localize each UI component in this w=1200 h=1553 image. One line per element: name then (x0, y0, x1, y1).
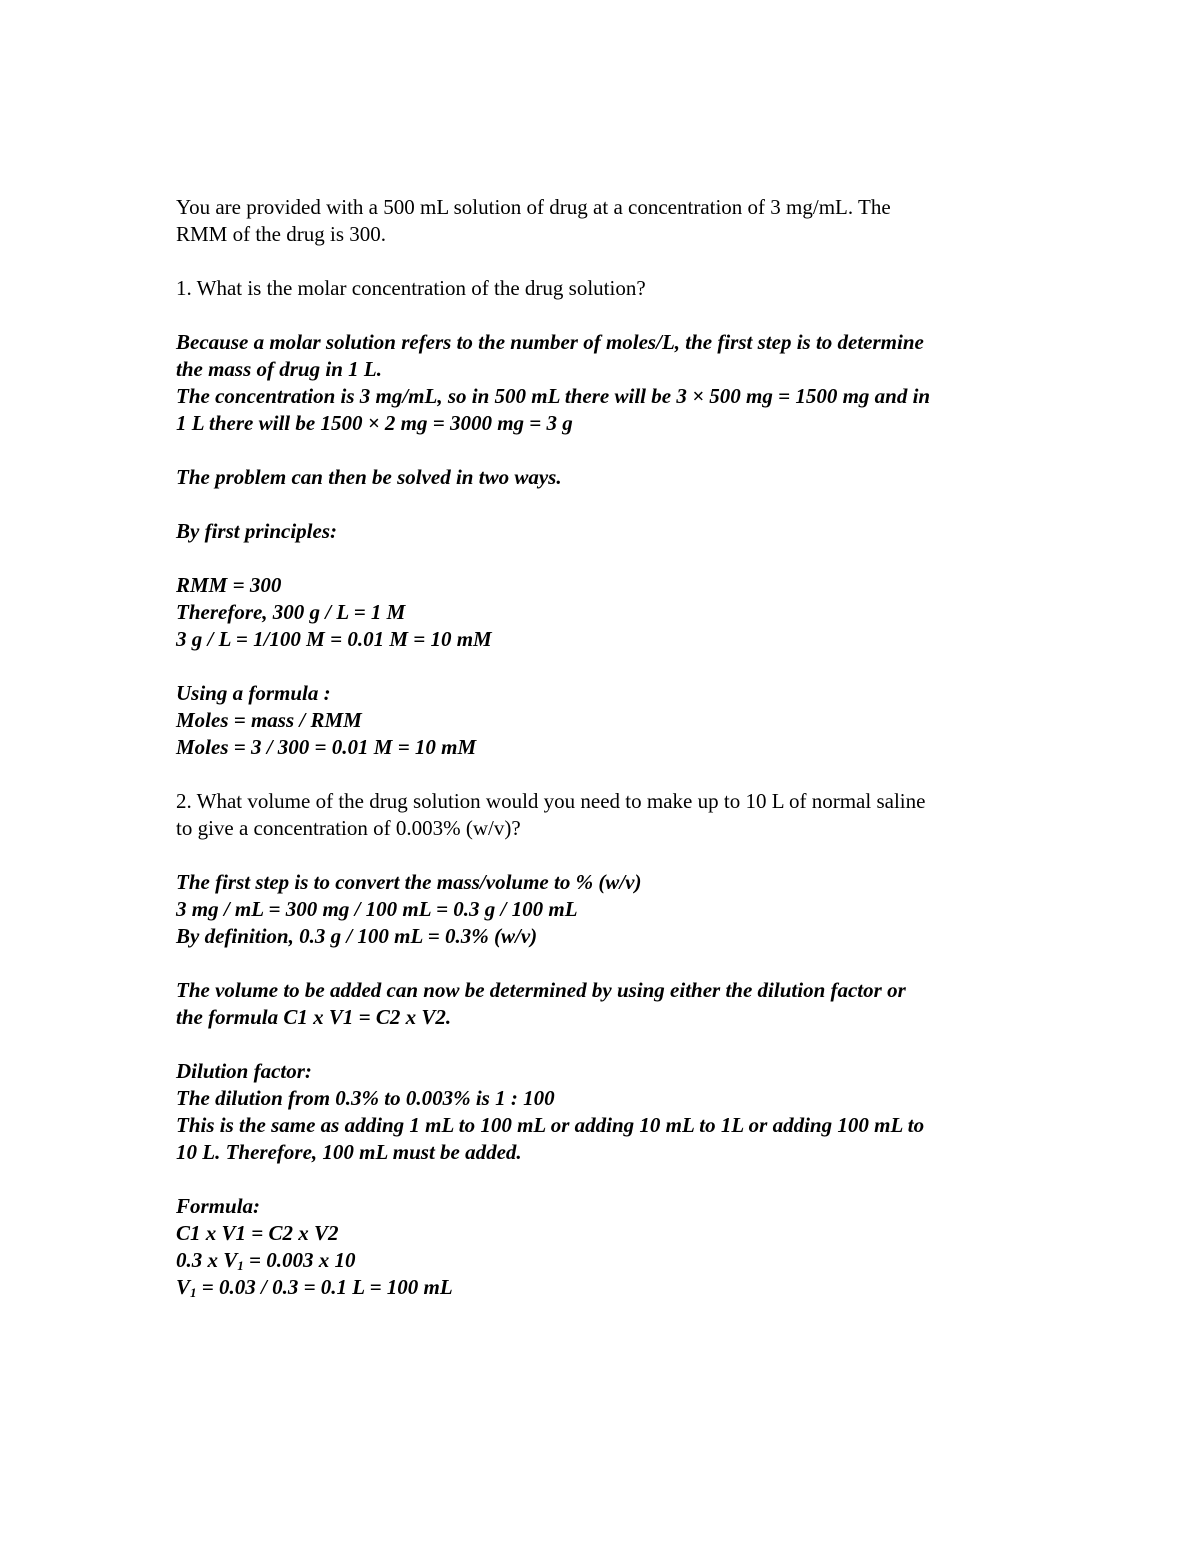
q1-answer-line-2: the mass of drug in 1 L. (176, 357, 382, 381)
first-principles-heading: By first principles: (176, 519, 337, 543)
q2-formula-line-3-subscript: 1 (190, 1285, 197, 1300)
dilution-line-3: 10 L. Therefore, 100 mL must be added. (176, 1140, 522, 1164)
q2-formula-heading: Formula: (176, 1194, 261, 1218)
dilution-line-1: The dilution from 0.3% to 0.003% is 1 : 100 (176, 1086, 555, 1110)
q2-formula-line-2 (176, 1247, 1036, 1274)
spacer (176, 545, 1036, 572)
spacer (176, 761, 1036, 788)
spacer (176, 491, 1036, 518)
q2-formula-line-2-part-b: = 0.003 x 10 (243, 1248, 356, 1272)
q1-formula-line-1: Moles = mass / RMM (176, 708, 362, 732)
q1-two-ways: The problem can then be solved in two ways. (176, 465, 562, 489)
first-principles-line-1: RMM = 300 (176, 573, 282, 597)
intro-line-2: RMM of the drug is 300. (176, 222, 386, 246)
q2-convert-line-3: By definition, 0.3 g / 100 mL = 0.3% (w/v) (176, 924, 538, 948)
q2-formula-line-2-part-a: 0.3 x V (176, 1248, 238, 1272)
spacer (176, 653, 1036, 680)
document-page (176, 194, 1036, 1301)
q2-convert-line-1: The first step is to convert the mass/volume to % (w/v) (176, 870, 642, 894)
spacer (176, 302, 1036, 329)
question-2-line-1: 2. What volume of the drug solution would you need to make up to 10 L of normal saline (176, 789, 926, 813)
q1-answer-line-3: The concentration is 3 mg/mL, so in 500 mL there will be 3 × 500 mg = 1500 mg and in (176, 384, 931, 408)
q2-formula-line-3-part-b: = 0.03 / 0.3 = 0.1 L = 100 mL (196, 1275, 453, 1299)
dilution-heading: Dilution factor: (176, 1059, 312, 1083)
first-principles-line-2: Therefore, 300 g / L = 1 M (176, 600, 406, 624)
spacer (176, 248, 1036, 275)
spacer (176, 1166, 1036, 1193)
q1-answer-line-4: 1 L there will be 1500 × 2 mg = 3000 mg = 3 g (176, 411, 573, 435)
q2-volume-line-2: the formula C1 x V1 = C2 x V2. (176, 1005, 452, 1029)
spacer (176, 842, 1036, 869)
q1-answer-line-1: Because a molar solution refers to the number of moles/L, the first step is to determine (176, 330, 924, 354)
q2-formula-line-3 (176, 1274, 1036, 1301)
q2-convert-line-2: 3 mg / mL = 300 mg / 100 mL = 0.3 g / 100 mL (176, 897, 578, 921)
spacer (176, 1031, 1036, 1058)
q2-volume-line-1: The volume to be added can now be determined by using either the dilution factor or (176, 978, 906, 1002)
spacer (176, 950, 1036, 977)
question-1: 1. What is the molar concentration of the drug solution? (176, 276, 646, 300)
q1-formula-line-2: Moles = 3 / 300 = 0.01 M = 10 mM (176, 735, 477, 759)
q2-formula-line-2-subscript: 1 (237, 1258, 244, 1273)
q2-formula-line-1: C1 x V1 = C2 x V2 (176, 1221, 339, 1245)
dilution-line-2: This is the same as adding 1 mL to 100 mL or adding 10 mL to 1L or adding 100 mL to (176, 1113, 925, 1137)
first-principles-line-3: 3 g / L = 1/100 M = 0.01 M = 10 mM (176, 627, 492, 651)
q2-formula-line-3-part-a: V (176, 1275, 191, 1299)
spacer (176, 437, 1036, 464)
q1-formula-heading: Using a formula : (176, 681, 331, 705)
question-2-line-2: to give a concentration of 0.003% (w/v)? (176, 816, 521, 840)
intro-line-1: You are provided with a 500 mL solution of drug at a concentration of 3 mg/mL. The (176, 195, 891, 219)
